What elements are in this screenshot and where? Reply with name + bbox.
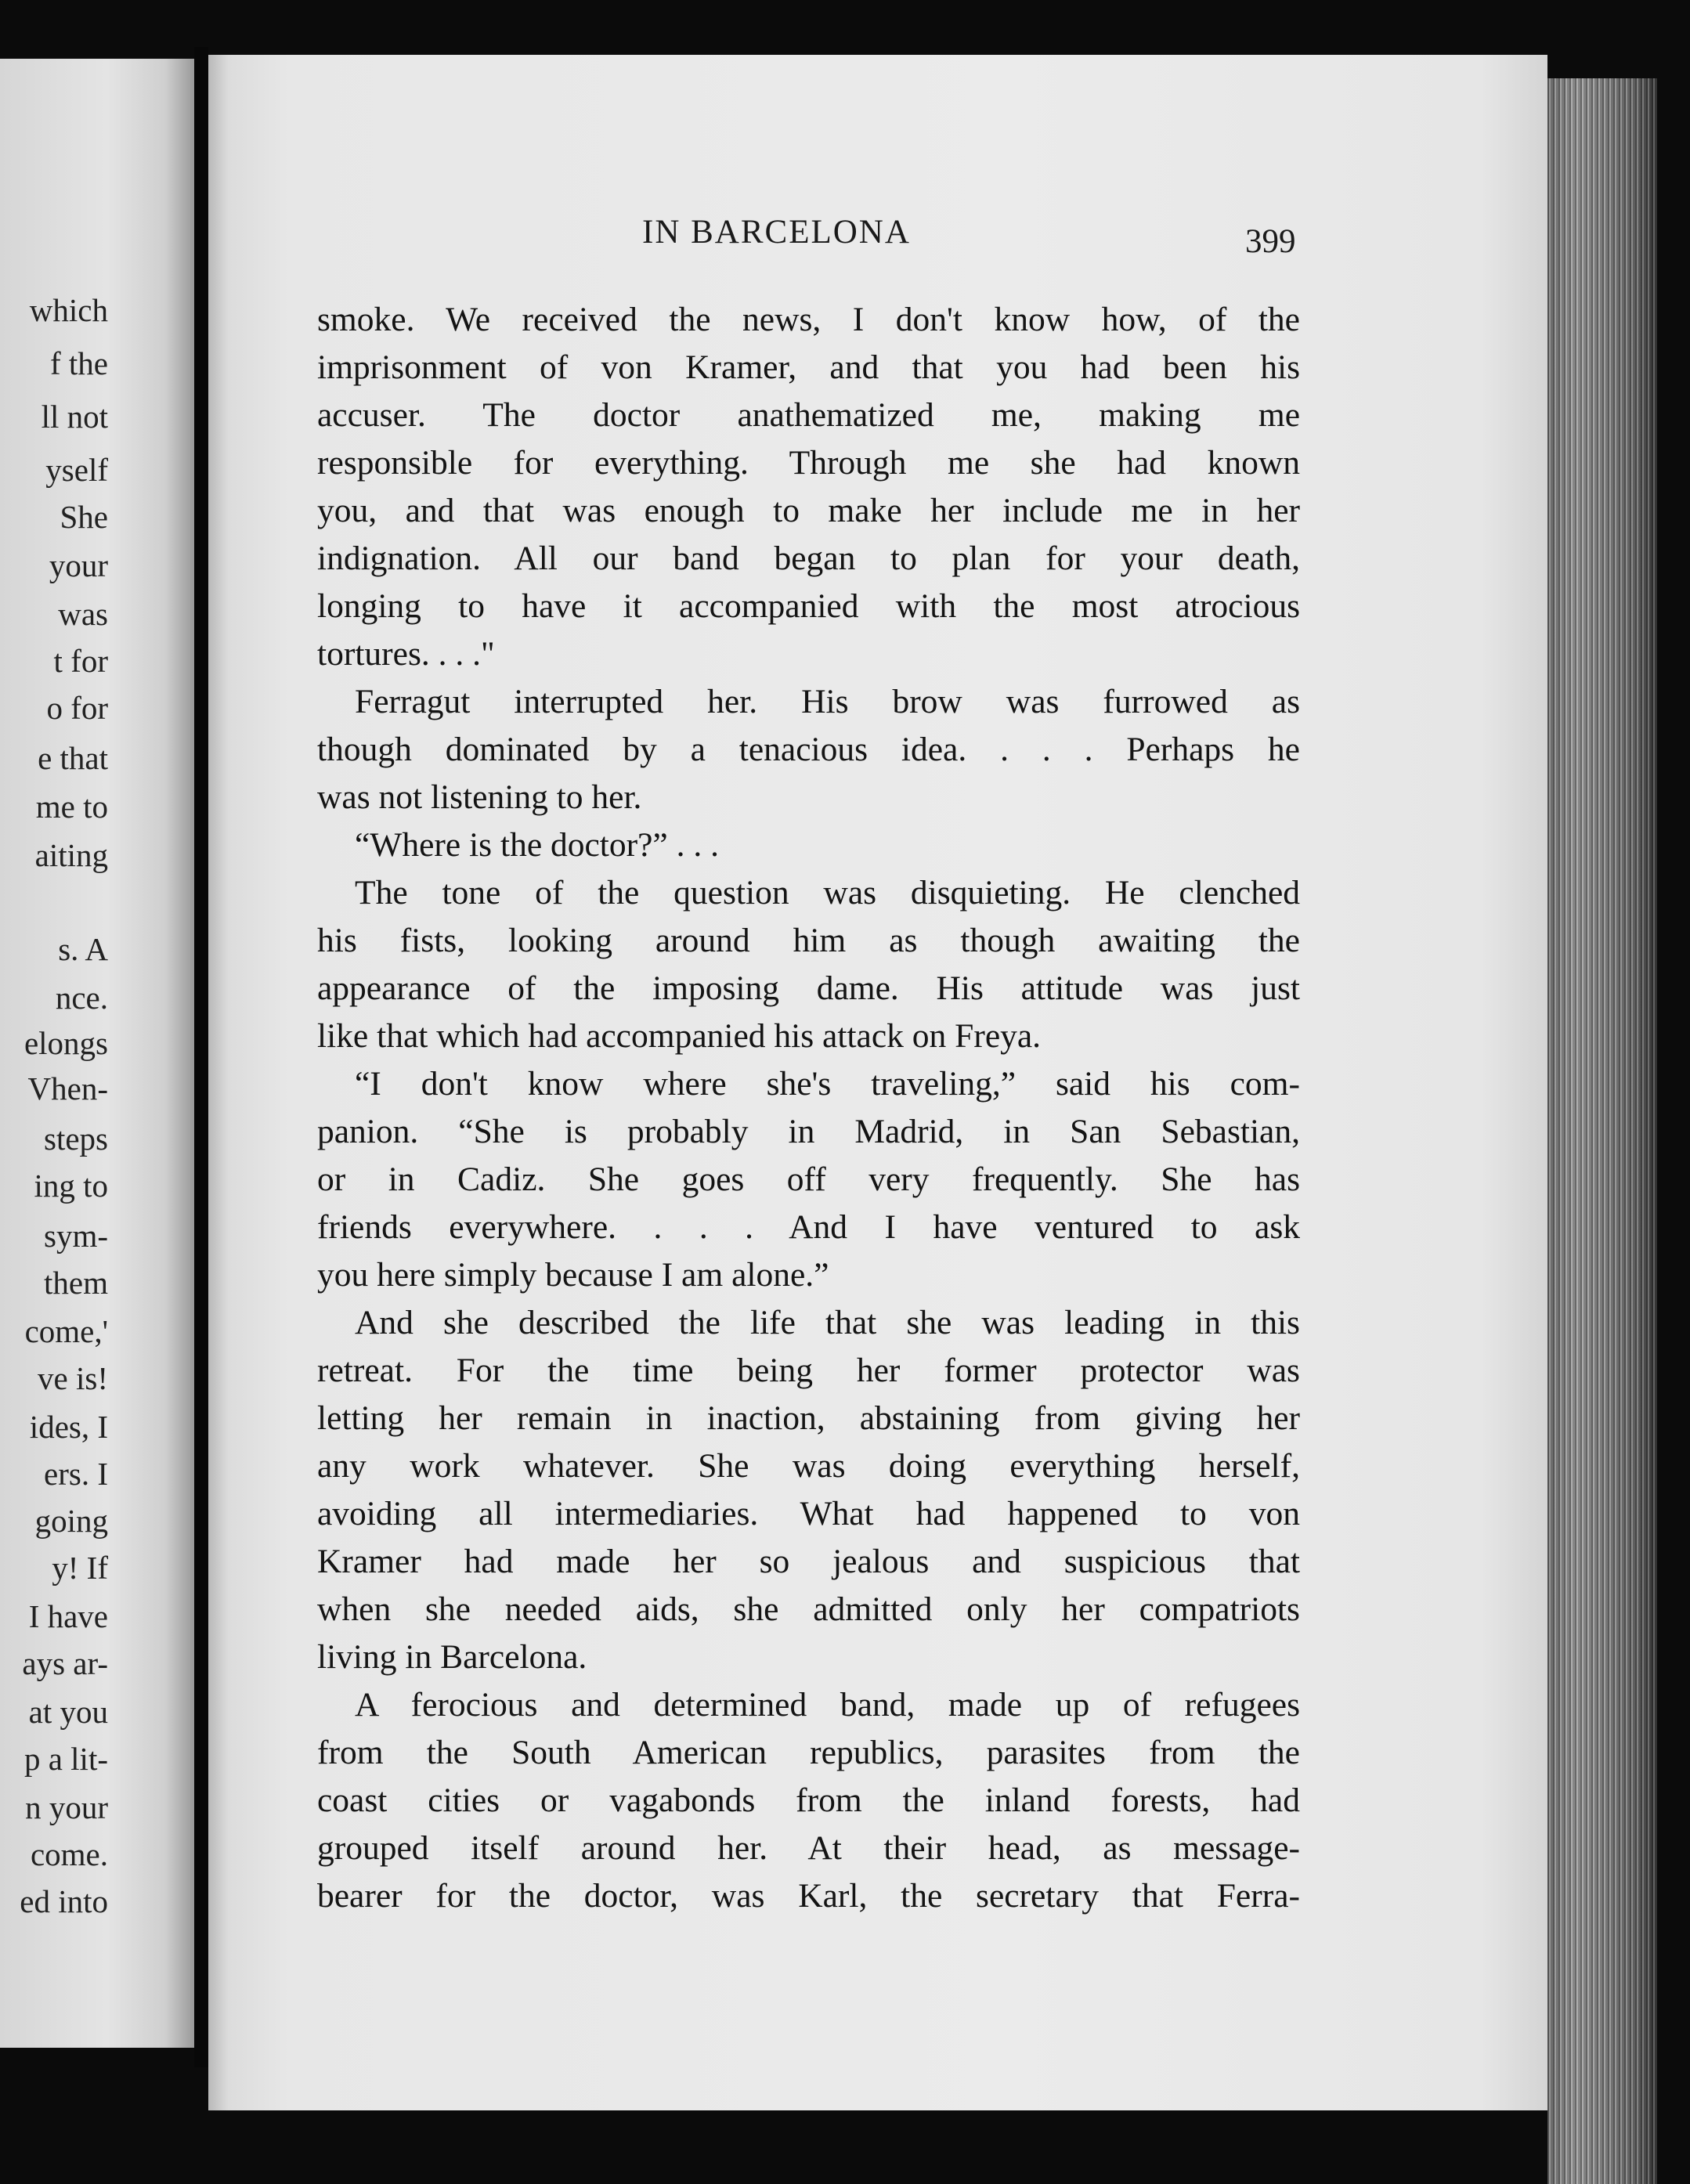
text-line: coast cities or vagabonds from the inland forests, had [317, 1781, 1300, 1819]
left-page-line: ed into [20, 1883, 108, 1919]
left-page-line: ides, I [29, 1409, 108, 1445]
text-line: friends everywhere. . . . And I have ventured to ask [317, 1208, 1300, 1246]
text-line: tortures. . . ." [317, 635, 495, 673]
text-line: you here simply because I am alone.” [317, 1256, 829, 1294]
left-page-line: elongs [23, 1025, 108, 1061]
text-line: like that which had accompanied his attack on Freya. [317, 1017, 1042, 1055]
book-gutter [194, 47, 208, 2067]
text-line: imprisonment of von Kramer, and that you had been his [317, 348, 1300, 386]
left-page-line: ing to [34, 1168, 108, 1204]
text-line: was not listening to her. [317, 778, 642, 816]
left-page-line: n your [25, 1789, 108, 1825]
text-line: Kramer had made her so jealous and suspicious that [317, 1543, 1300, 1580]
text-line: avoiding all intermediaries. What had happened to von [317, 1495, 1300, 1532]
text-line: A ferocious and determined band, made up of refugees [355, 1686, 1300, 1724]
left-page-line: yself [45, 452, 108, 488]
text-line: bearer for the doctor, was Karl, the secretary that Ferra- [317, 1877, 1300, 1915]
left-page-line: y! If [52, 1550, 108, 1586]
text-line: any work whatever. She was doing everything herself, [317, 1447, 1300, 1485]
left-page-line: them [44, 1265, 108, 1301]
left-page-line: come. [30, 1836, 108, 1872]
left-page-line: at you [28, 1694, 108, 1730]
text-line: retreat. For the time being her former protector was [317, 1352, 1300, 1389]
left-page-line: sym- [44, 1218, 108, 1254]
text-line: his fists, looking around him as though awaiting the [317, 922, 1300, 959]
left-page-line: ers. I [44, 1456, 108, 1492]
text-line: Ferragut interrupted her. His brow was furrowed as [355, 683, 1300, 720]
body-text [317, 296, 1300, 1920]
left-page-line: p a lit- [23, 1741, 108, 1777]
text-line: or in Cadiz. She goes off very frequently. She has [317, 1161, 1300, 1198]
left-page [0, 59, 194, 2048]
left-page-line: was [58, 596, 108, 632]
text-line: when she needed aids, she admitted only her compatriots [317, 1590, 1300, 1628]
text-line: “I don't know where she's traveling,” said his com- [355, 1065, 1300, 1103]
text-line: appearance of the imposing dame. His attitude was just [317, 969, 1300, 1007]
left-page-line: Vhen- [27, 1070, 108, 1106]
text-line: from the South American republics, parasites from the [317, 1734, 1300, 1771]
text-line: you, and that was enough to make her include me in her [317, 492, 1300, 529]
left-page-line: f the [50, 345, 108, 381]
left-page-line: ays ar- [22, 1645, 108, 1681]
left-page-line: She [60, 499, 108, 535]
left-page-line: come,' [24, 1313, 108, 1349]
left-page-line: I have [28, 1598, 108, 1634]
left-page-line: ve is! [38, 1360, 108, 1396]
text-line: grouped itself around her. At their head, as message- [317, 1829, 1300, 1867]
left-page-line: s. A [58, 931, 108, 967]
left-page-line: which [29, 292, 108, 328]
text-line: letting her remain in inaction, abstaining from giving her [317, 1399, 1300, 1437]
text-line: panion. “She is probably in Madrid, in San Sebastian, [317, 1113, 1300, 1150]
page-edges [1547, 78, 1657, 2184]
left-page-line: me to [35, 789, 108, 825]
left-page-line: going [34, 1503, 108, 1539]
left-page-line: e that [38, 740, 108, 776]
left-page-line: steps [44, 1121, 108, 1157]
text-line: “Where is the doctor?” . . . [355, 826, 719, 864]
running-head: IN BARCELONA [642, 214, 911, 251]
text-line: accuser. The doctor anathematized me, making me [317, 396, 1300, 434]
text-line: indignation. All our band began to plan for your death, [317, 540, 1300, 577]
text-line: longing to have it accompanied with the most atrocious [317, 587, 1300, 625]
left-page-line: t for [53, 643, 108, 679]
text-line: though dominated by a tenacious idea. . . . Perhaps he [317, 731, 1300, 768]
page-number: 399 [1245, 223, 1296, 260]
left-page-line: nce. [55, 980, 108, 1016]
left-page-line: o for [46, 690, 108, 726]
left-page-line: aiting [34, 837, 108, 873]
text-line: smoke. We received the news, I don't know how, of the [317, 301, 1300, 338]
text-line: responsible for everything. Through me she had known [317, 444, 1300, 482]
text-line: living in Barcelona. [317, 1638, 587, 1676]
left-page-line: your [49, 547, 108, 583]
text-line: The tone of the question was disquieting. He clenched [355, 874, 1300, 912]
text-line: And she described the life that she was leading in this [355, 1304, 1300, 1341]
left-page-line: ll not [41, 399, 108, 435]
